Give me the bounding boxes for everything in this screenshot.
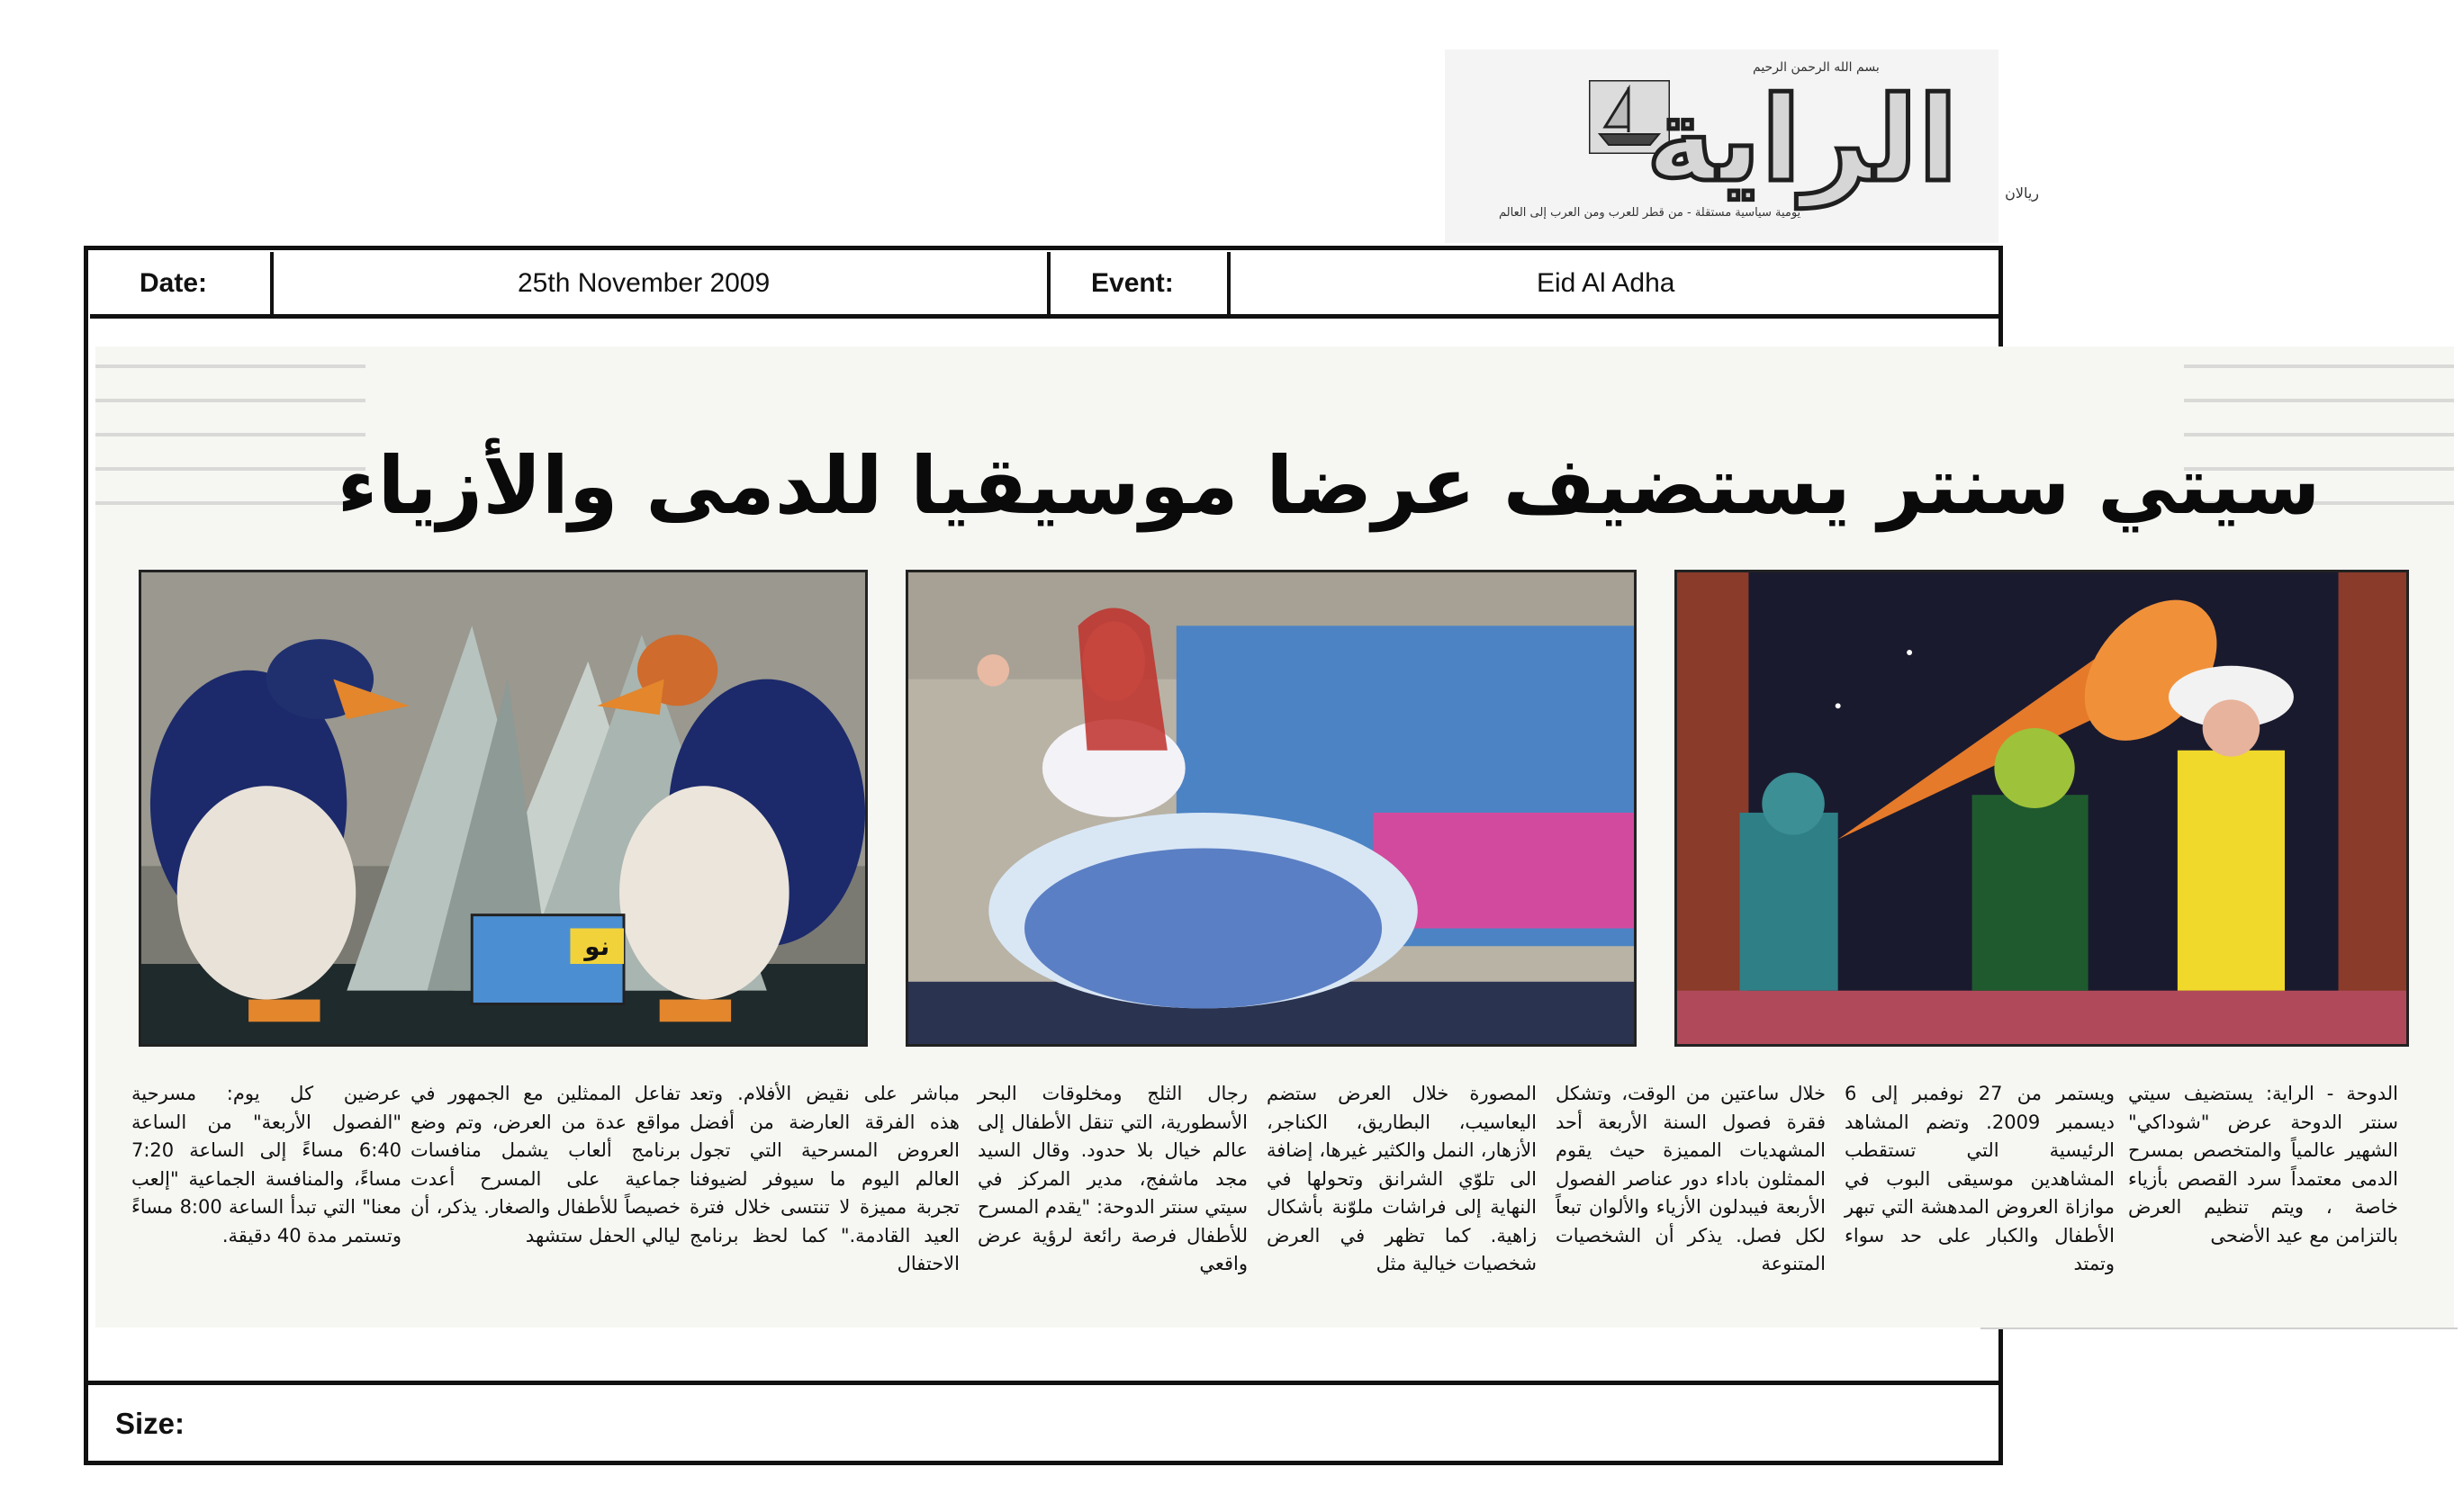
newspaper-logo: الراية [1646, 71, 1958, 208]
article-column: المصورة خلال العرض ستضم اليعاسيب، البطاريق، الكناجر، الأزهار، النمل والكثير غيرها، إضافة الى تلوّي الشرانق وتحولها في النهاية إلى فراشات ملوّنة بأشكال زاهية. كما تظهر في العرض شخصيات خيالية مثل [1267, 1083, 1537, 1274]
size-divider [84, 1381, 2003, 1385]
photo-penguin-puppets [139, 570, 868, 1047]
article-column: الدوحة - الراية: يستضيف سيتي سنتر الدوحة عرض "شوداكي" الشهير عالمياً والمتخصص بمسرح الدمى معتمداً سرد القصص بأزياء خاصة ، ويتم تنظيم العرض بالتزامن مع عيد الأضحى [2128, 1083, 2398, 1246]
photo-clown-performers [1674, 570, 2409, 1047]
photo-mermaid-costume [906, 570, 1637, 1047]
article-column: رجال الثلج ومخلوقات البحر الأسطورية، التي تنقل الأطفال إلى عالم خيال بلا حدود. وقال السيد مجد ماشفج، مدير المركز في سيتي سنتر الدوحة: "يقدم المسرح للأطفال فرصة رائعة لرؤية عرض واقعي [978, 1083, 1248, 1274]
article-column: تفاعل الممثلين مع الجمهور في مواقع عدة من العرض، وتم وضع برنامج ألعاب يشمل منافسات جماعية على المسرح أعدت خصيصاً للأطفال والصغار. يذكر، أن ليالي الحفل ستشهد [410, 1083, 681, 1246]
cell-divider [270, 252, 274, 315]
article-column: ويستمر من 27 نوفمبر إلى 6 ديسمبر 2009. وتضم المشاهد الرئيسية التي تستقطب المشاهدين موسيقى البوب في موازاة العروض المدهشة التي تبهر الأطفال والكبار على حد سواء وتمتد [1845, 1083, 2116, 1274]
clipping-bottom-edge [1980, 1328, 2458, 1329]
masthead-slogan: يومية سياسية مستقلة - من قطر للعرب ومن العرب إلى العالم [1499, 206, 1801, 220]
info-header-row [90, 252, 2003, 319]
masthead-basmala: بسم الله الرحمن الرحيم [1753, 60, 1880, 75]
event-value: Eid Al Adha [1537, 268, 1675, 298]
box-label: نو [584, 932, 610, 962]
date-value: 25th November 2009 [518, 268, 771, 298]
date-label: Date: [140, 268, 208, 298]
cell-divider [1227, 252, 1231, 315]
size-label: Size: [115, 1407, 185, 1440]
article-column: عرضين كل يوم: مسرحية "الفصول الأربعة" من الساعة 6:40 مساءً إلى الساعة 7:20 مساءً، والمنافسة الجماعية "إلعب معنا" التي تبدأ الساعة 8:00 مساءً وتستمر مدة 40 دقيقة. [131, 1083, 401, 1246]
masthead-price: ريالان [2005, 184, 2039, 202]
event-label: Event: [1091, 268, 1174, 298]
cell-divider [1047, 252, 1051, 315]
newspaper-masthead [1445, 50, 2039, 243]
article-headline: سيتي سنتر يستضيف عرضا موسيقيا للدمى والأزياء [337, 439, 2321, 532]
newspaper-clipping [95, 346, 2454, 1328]
article-body [95, 1080, 2454, 1332]
article-column: مباشر على نقيض الأفلام. وتعد هذه الفرقة العارضة من أفضل العروض المسرحية التي تجول العالم اليوم ما سيوفر لضيوفنا تجربة مميزة لا تنتسى خلال فترة العيد القادمة." كما لحظ برنامج الاحتفال [690, 1083, 960, 1274]
article-column: خلال ساعتين من الوقت، وتشكل فقرة فصول السنة الأربعة أحد المشهديات المميزة حيث يقوم الممثلون باداء دور عناصر الفصول الأربعة فيبدلون الأزياء والألوان تبعاً لكل فصل. يذكر أن الشخصيات المتنوعة [1556, 1083, 1826, 1274]
